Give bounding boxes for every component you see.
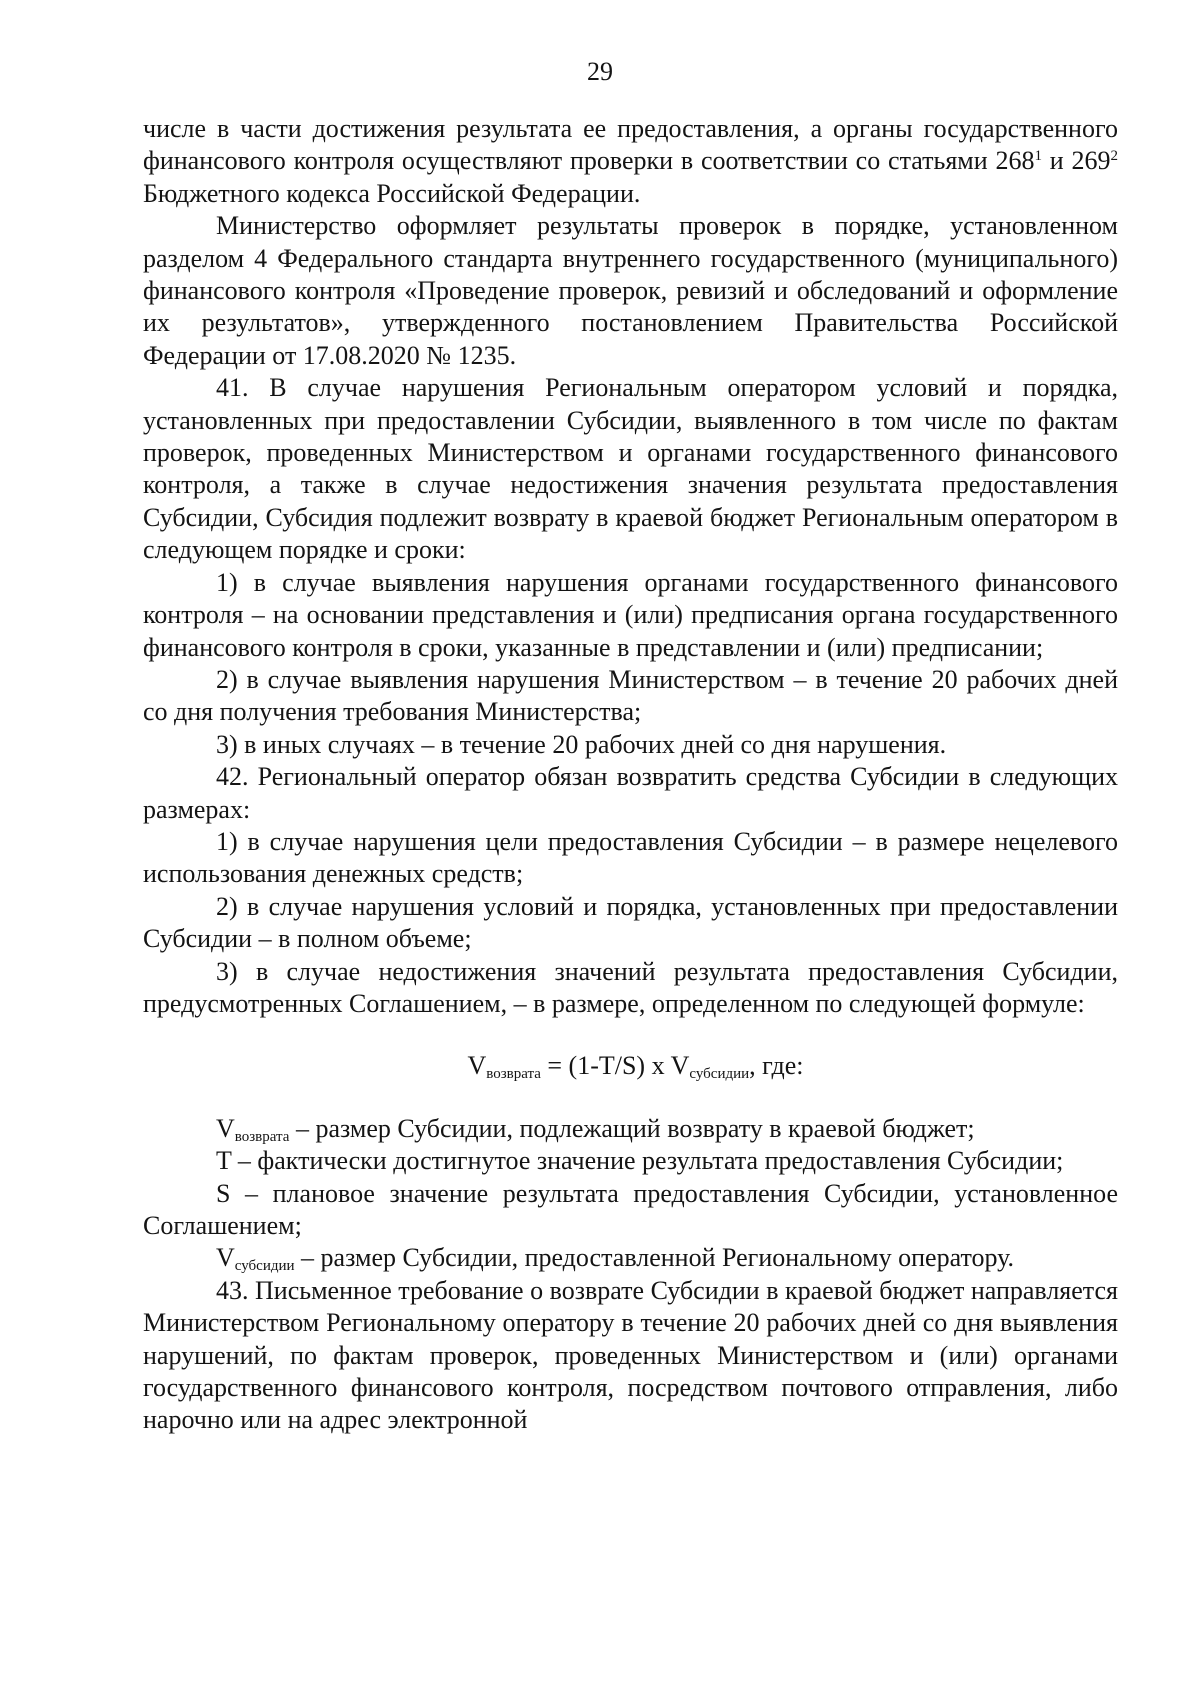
definition-v-subsidy: $V_{субсидии}$ – размер Субсидии, предоставленной Региональному оператору.: [216, 1243, 1015, 1275]
list-item-42-2: 2) в случае нарушения условий и порядка, установленных при предоставлении Субсидии – в полном объеме;: [143, 891, 1118, 954]
paragraph-continuation: числе в части достижения результата ее предоставления, а органы государственного финансового контроля осуществляют проверки в соответствии со статьями $268^1$ и $269^2$ Бюджетного кодекса Российской Федерации.: [143, 114, 1118, 208]
superscript: 2: [1110, 148, 1118, 165]
list-item-41-3: 3) в иных случаях – в течение 20 рабочих дней со дня нарушения.: [216, 729, 947, 759]
definition-v-return: $V_{возврата}$ – размер Субсидии, подлежащий возврату в краевой бюджет;: [216, 1113, 975, 1145]
paragraph-41: 41. В случае нарушения Региональным оператором условий и порядка, установленных при предоставлении Субсидии, выявленного в том числе по фактам проверок, проведенных Министерством и органами государственного финансового контроля, а также в случае недостижения значения результата предоставления Субсидии, Субсидия подлежит возврату в краевой бюджет Региональным оператором в следующем порядке и сроки:: [143, 373, 1118, 565]
document-body: [143, 113, 1118, 1437]
definition-t: T – фактически достигнутое значение результата предоставления Субсидии;: [216, 1146, 1064, 1176]
list-item-41-2: 2) в случае выявления нарушения Министерством – в течение 20 рабочих дней со дня получения требования Министерства;: [143, 664, 1118, 727]
list-item-42-3: 3) в случае недостижения значений результата предоставления Субсидии, предусмотренных Соглашением, – в размере, определенном по следующей формуле:: [143, 956, 1118, 1018]
formula: $V_{возврата} = (1-T/S)$ x $V_{субсидии}$, где:: [467, 1051, 804, 1083]
paragraph-43: 43. Письменное требование о возврате Субсидии в краевой бюджет направляется Министерством Региональному оператору в течение 20 рабочих дней со дня выявления нарушений, по фактам проверок, проведенных Министерством и (или) органами государственного финансового контроля, посредством почтового отправления, либо нарочно или на адрес электронной: [143, 1275, 1118, 1435]
page-number: 29: [587, 57, 613, 86]
definition-s: S – плановое значение результата предоставления Субсидии, установленное Соглашением;: [143, 1178, 1118, 1240]
paragraph-42: 42. Региональный оператор обязан возвратить средства Субсидии в следующих размерах:: [143, 762, 1118, 824]
list-item-42-1: 1) в случае нарушения цели предоставления Субсидии – в размере нецелевого использования денежных средств;: [143, 826, 1118, 889]
list-item-41-1: 1) в случае выявления нарушения органами государственного финансового контроля – на основании представления и (или) предписания органа государственного финансового контроля в сроки, указанные в представлении и (или) предписании;: [143, 567, 1118, 662]
paragraph-ministry-results: Министерство оформляет результаты проверок в порядке, установленном разделом 4 Федерального стандарта внутреннего государственного (муниципального) финансового контроля «Проведение проверок, ревизий и обследований и оформление их результатов», утвержденного постановлением Правительства Российской Федерации от 17.08.2020 № 1235.: [143, 211, 1118, 370]
superscript: 1: [1034, 148, 1042, 165]
